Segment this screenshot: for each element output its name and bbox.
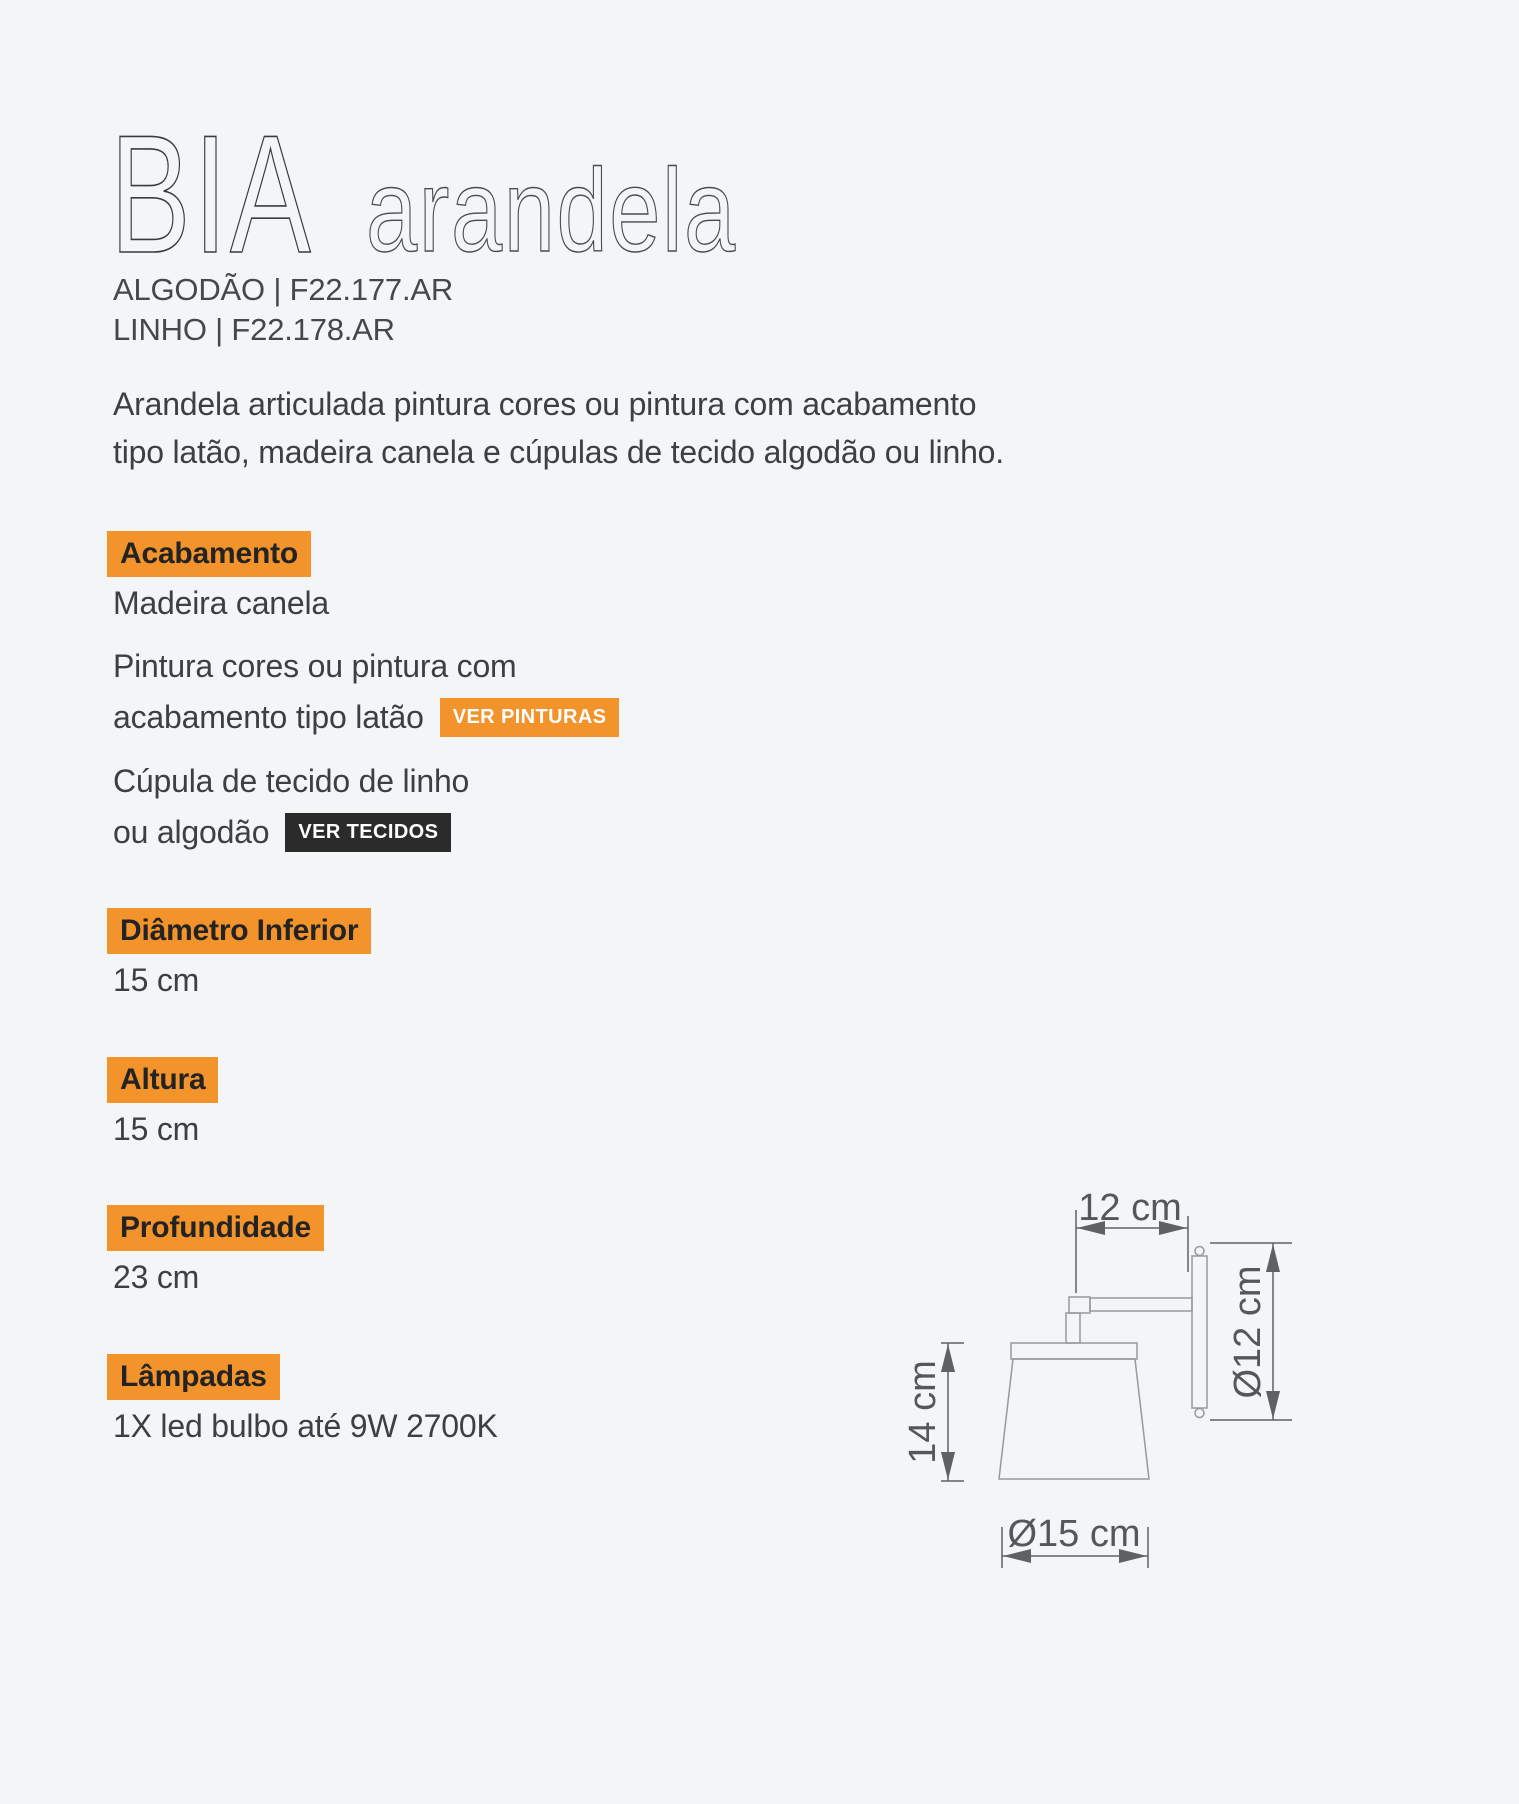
wall-plate-screw-bottom [1195,1409,1204,1418]
ver-tecidos-button[interactable]: VER TECIDOS [285,813,451,852]
product-codes [113,270,453,350]
dimension-shade-height: 14 cm [902,1360,944,1464]
dimension-shade-diameter: Ø15 cm [1007,1513,1141,1555]
dimension-arm-width: 12 cm [1078,1187,1182,1229]
shade-top-band [1011,1343,1137,1359]
spec-label-profundidade: Profundidade [107,1205,324,1251]
spec-value-altura: 15 cm [113,1111,200,1147]
dimension-labels [902,1187,1269,1555]
spec-value-profundidade: 23 cm [113,1259,200,1295]
product-subtitle: arandela [366,145,737,277]
description-line-1: Arandela articulada pintura cores ou pintura com acabamento [113,386,977,422]
technical-drawing [800,1020,1320,1640]
spec-value-lampadas: 1X led bulbo até 9W 2700K [113,1408,498,1444]
finish-paint-line-2: acabamento tipo latão [113,699,424,735]
spec-label-altura: Altura [107,1057,218,1103]
wall-plate [1192,1256,1207,1408]
sconce-arm [1090,1298,1192,1311]
section-heading-acabamento: Acabamento [107,531,311,577]
product-title: BIA [110,100,314,288]
shade-stem [1066,1313,1080,1343]
wall-plate-screw-top [1195,1247,1204,1256]
finish-paint-line-1: Pintura cores ou pintura com [113,648,517,684]
spec-value-diametro-inferior: 15 cm [113,962,200,998]
product-description [113,380,1004,476]
arm-joint [1069,1297,1090,1313]
spec-label-lampadas: Lâmpadas [107,1354,280,1400]
code-linho: LINHO | F22.178.AR [113,312,395,347]
spec-label-diametro-inferior: Diâmetro Inferior [107,908,371,954]
ver-pinturas-button[interactable]: VER PINTURAS [440,698,620,737]
finish-shade-line-2: ou algodão [113,814,270,850]
dimension-plate-diameter: Ø12 cm [1227,1265,1269,1399]
code-algodao: ALGODÃO | F22.177.AR [113,272,454,307]
finish-shade-line-1: Cúpula de tecido de linho [113,763,470,799]
description-line-2: tipo latão, madeira canela e cúpulas de tecido algodão ou linho. [113,434,1004,470]
shade-cone [999,1359,1149,1479]
finish-wood: Madeira canela [113,585,329,621]
sconce-outline [999,1247,1207,1480]
